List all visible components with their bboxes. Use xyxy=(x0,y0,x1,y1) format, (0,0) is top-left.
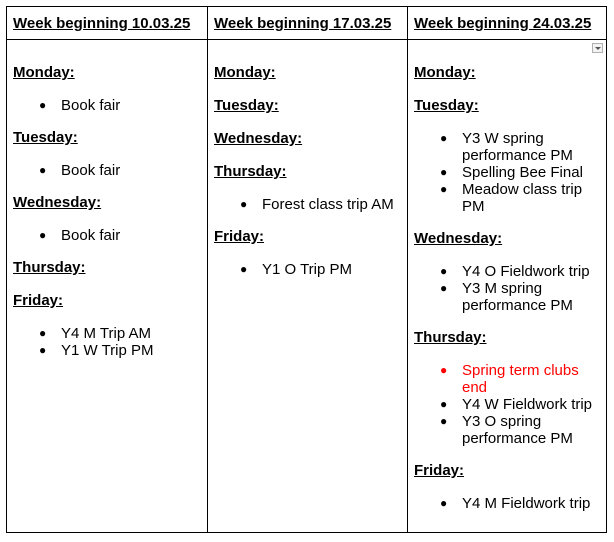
bullet-icon: ● xyxy=(39,228,47,242)
day-label: Wednesday: xyxy=(414,230,503,247)
week-header-3: Week beginning 24.03.25 xyxy=(407,7,606,39)
event-list xyxy=(414,263,600,314)
day-label: Wednesday: xyxy=(214,130,303,147)
event-item xyxy=(414,164,600,181)
event-item xyxy=(414,130,600,164)
bullet-icon: ● xyxy=(39,98,47,112)
event-list xyxy=(414,495,600,512)
day-label: Thursday: xyxy=(214,163,287,180)
day-label: Tuesday: xyxy=(414,97,479,114)
table-body-row xyxy=(7,40,606,532)
bullet-icon: ● xyxy=(440,363,448,377)
event-text: Forest class trip AM xyxy=(262,196,394,213)
week-header-1: Week beginning 10.03.25 xyxy=(13,15,191,32)
event-text: Spring term clubs end xyxy=(462,362,579,396)
event-list xyxy=(13,162,201,179)
event-list xyxy=(13,227,201,244)
dropdown-arrow-icon[interactable] xyxy=(592,43,603,53)
week-column-3[interactable] xyxy=(407,40,606,532)
event-list xyxy=(414,130,600,215)
bullet-icon: ● xyxy=(39,163,47,177)
event-text: Book fair xyxy=(61,227,121,244)
event-list xyxy=(414,362,600,447)
event-text: Meadow class trip PM xyxy=(462,181,583,215)
week-column-1 xyxy=(7,40,207,532)
day-label: Monday: xyxy=(214,64,276,81)
event-text: Y3 M spring performance PM xyxy=(462,280,573,314)
day-label: Friday: xyxy=(13,292,64,309)
event-text: Y4 W Fieldwork trip xyxy=(462,396,593,413)
bullet-icon: ● xyxy=(440,414,448,428)
bullet-icon: ● xyxy=(440,397,448,411)
bullet-icon: ● xyxy=(440,264,448,278)
event-item xyxy=(13,162,201,179)
event-list xyxy=(214,196,401,213)
event-item xyxy=(414,495,600,512)
bullet-icon: ● xyxy=(440,281,448,295)
event-item xyxy=(414,396,600,413)
day-label: Tuesday: xyxy=(214,97,279,114)
bullet-icon: ● xyxy=(440,165,448,179)
event-item xyxy=(414,362,600,396)
event-text: Y4 M Trip AM xyxy=(61,325,152,342)
event-list xyxy=(13,325,201,359)
table-header-row xyxy=(7,7,606,40)
day-label: Thursday: xyxy=(414,329,487,346)
event-list xyxy=(13,97,201,114)
bullet-icon: ● xyxy=(240,197,248,211)
event-item xyxy=(414,181,600,215)
event-text: Spelling Bee Final xyxy=(462,164,583,181)
event-item xyxy=(13,342,201,359)
event-item xyxy=(13,97,201,114)
event-item xyxy=(414,280,600,314)
day-label: Friday: xyxy=(214,228,265,245)
event-text: Book fair xyxy=(61,97,121,114)
event-text: Y1 O Trip PM xyxy=(262,261,353,278)
event-item xyxy=(214,261,401,278)
event-item xyxy=(214,196,401,213)
event-text: Y4 O Fieldwork trip xyxy=(462,263,590,280)
week-header-2: Week beginning 17.03.25 xyxy=(207,7,407,39)
day-label: Tuesday: xyxy=(13,129,78,146)
bullet-icon: ● xyxy=(440,131,448,145)
event-list xyxy=(214,261,401,278)
event-text: Y3 O spring performance PM xyxy=(462,413,573,447)
bullet-icon: ● xyxy=(39,326,47,340)
event-text: Book fair xyxy=(61,162,121,179)
day-label: Thursday: xyxy=(13,259,86,276)
event-item xyxy=(414,263,600,280)
week-column-2 xyxy=(207,40,407,532)
event-item xyxy=(13,325,201,342)
event-text: Y4 M Fieldwork trip xyxy=(462,495,591,512)
bullet-icon: ● xyxy=(440,496,448,510)
day-label: Monday: xyxy=(414,64,476,81)
day-label: Wednesday: xyxy=(13,194,102,211)
event-text: Y1 W Trip PM xyxy=(61,342,154,359)
day-label: Friday: xyxy=(414,462,465,479)
event-item xyxy=(414,413,600,447)
event-item xyxy=(13,227,201,244)
event-text: Y3 W spring performance PM xyxy=(462,130,573,164)
bullet-icon: ● xyxy=(39,343,47,357)
bullet-icon: ● xyxy=(240,262,248,276)
bullet-icon: ● xyxy=(440,182,448,196)
day-label: Monday: xyxy=(13,64,75,81)
weekly-events-table xyxy=(6,6,607,533)
